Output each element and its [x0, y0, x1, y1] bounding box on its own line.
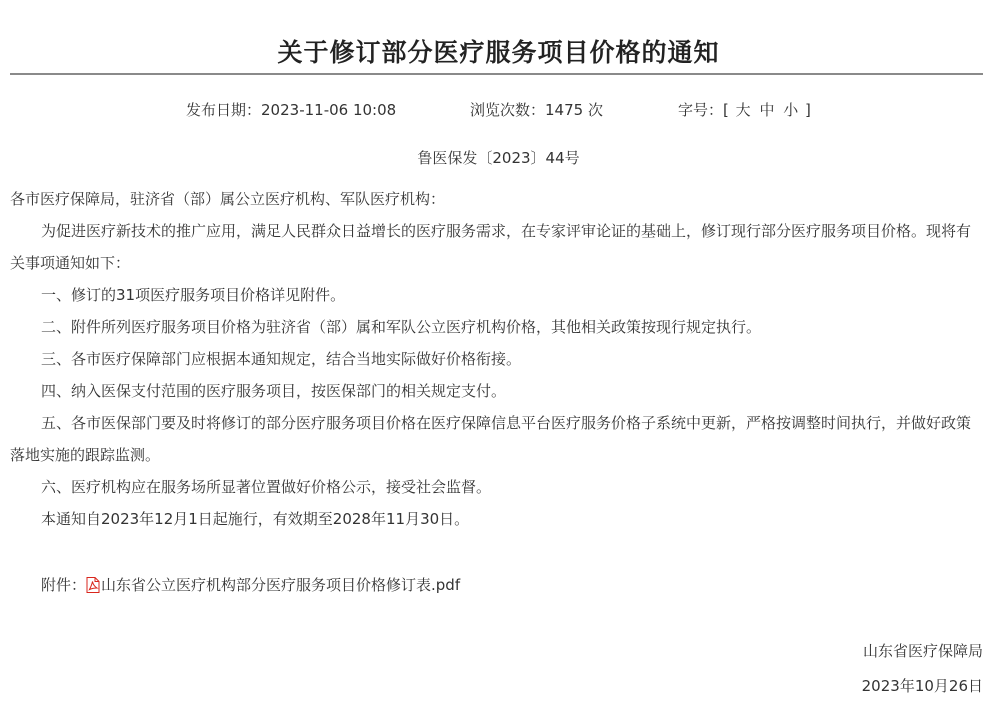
font-size-medium-link[interactable]: 中 — [759, 101, 775, 119]
view-count-label: 浏览次数： — [470, 101, 546, 119]
font-size-switcher — [678, 98, 811, 122]
article-meta — [0, 98, 997, 122]
publish-date-value: 2023-11-06 10:08 — [261, 101, 397, 119]
pdf-file-icon — [86, 576, 100, 592]
font-size-bracket-close: ] — [805, 101, 811, 119]
font-size-label: 字号： — [678, 101, 724, 119]
page-title: 关于修订部分医疗服务项目价格的通知 — [277, 37, 720, 67]
document-number: 鲁医保发〔2023〕44号 — [417, 149, 580, 167]
intro-paragraph: 为促进医疗新技术的推广应用，满足人民群众日益增长的医疗服务需求，在专家评审论证的基础上，修订现行部分医疗服务项目价格。现将有关事项通知如下： — [10, 222, 972, 272]
title-divider — [10, 73, 983, 75]
notice-item: 五、各市医保部门要及时将修订的部分医疗服务项目价格在医疗保障信息平台医疗服务价格子系统中更新，严格按调整时间执行，并做好政策落地实施的跟踪监测。 — [10, 414, 972, 464]
issue-date: 2023年10月26日 — [861, 677, 983, 695]
attachment-link[interactable] — [86, 576, 460, 594]
view-count-unit: 次 — [587, 101, 603, 119]
article-body — [10, 183, 985, 535]
notice-item: 一、修订的31项医疗服务项目价格详见附件。 — [41, 286, 346, 304]
notice-item: 三、各市医疗保障部门应根据本通知规定，结合当地实际做好价格衔接。 — [41, 350, 522, 368]
font-size-bracket-open: [ — [723, 101, 729, 119]
issuing-authority: 山东省医疗保障局 — [862, 642, 983, 660]
view-count-value: 1475 — [545, 101, 584, 119]
view-count-info — [470, 98, 603, 122]
effective-date-paragraph: 本通知自2023年12月1日起施行，有效期至2028年11月30日。 — [41, 510, 470, 528]
publish-date-label: 发布日期： — [186, 101, 262, 119]
notice-item: 四、纳入医保支付范围的医疗服务项目，按医保部门的相关规定支付。 — [41, 382, 507, 400]
notice-item: 二、附件所列医疗服务项目价格为驻济省（部）属和军队公立医疗机构价格，其他相关政策按现行规定执行。 — [41, 318, 762, 336]
notice-item: 六、医疗机构应在服务场所显著位置做好价格公示，接受社会监督。 — [41, 478, 492, 496]
attachment-filename: 山东省公立医疗机构部分医疗服务项目价格修订表.pdf — [101, 576, 461, 594]
font-size-large-link[interactable]: 大 — [735, 101, 751, 119]
publish-date-info — [186, 98, 396, 122]
attachment — [41, 573, 460, 597]
font-size-small-link[interactable]: 小 — [783, 101, 799, 119]
attachment-label: 附件： — [41, 576, 87, 594]
addressee: 各市医疗保障局，驻济省（部）属公立医疗机构、军队医疗机构： — [10, 190, 446, 208]
